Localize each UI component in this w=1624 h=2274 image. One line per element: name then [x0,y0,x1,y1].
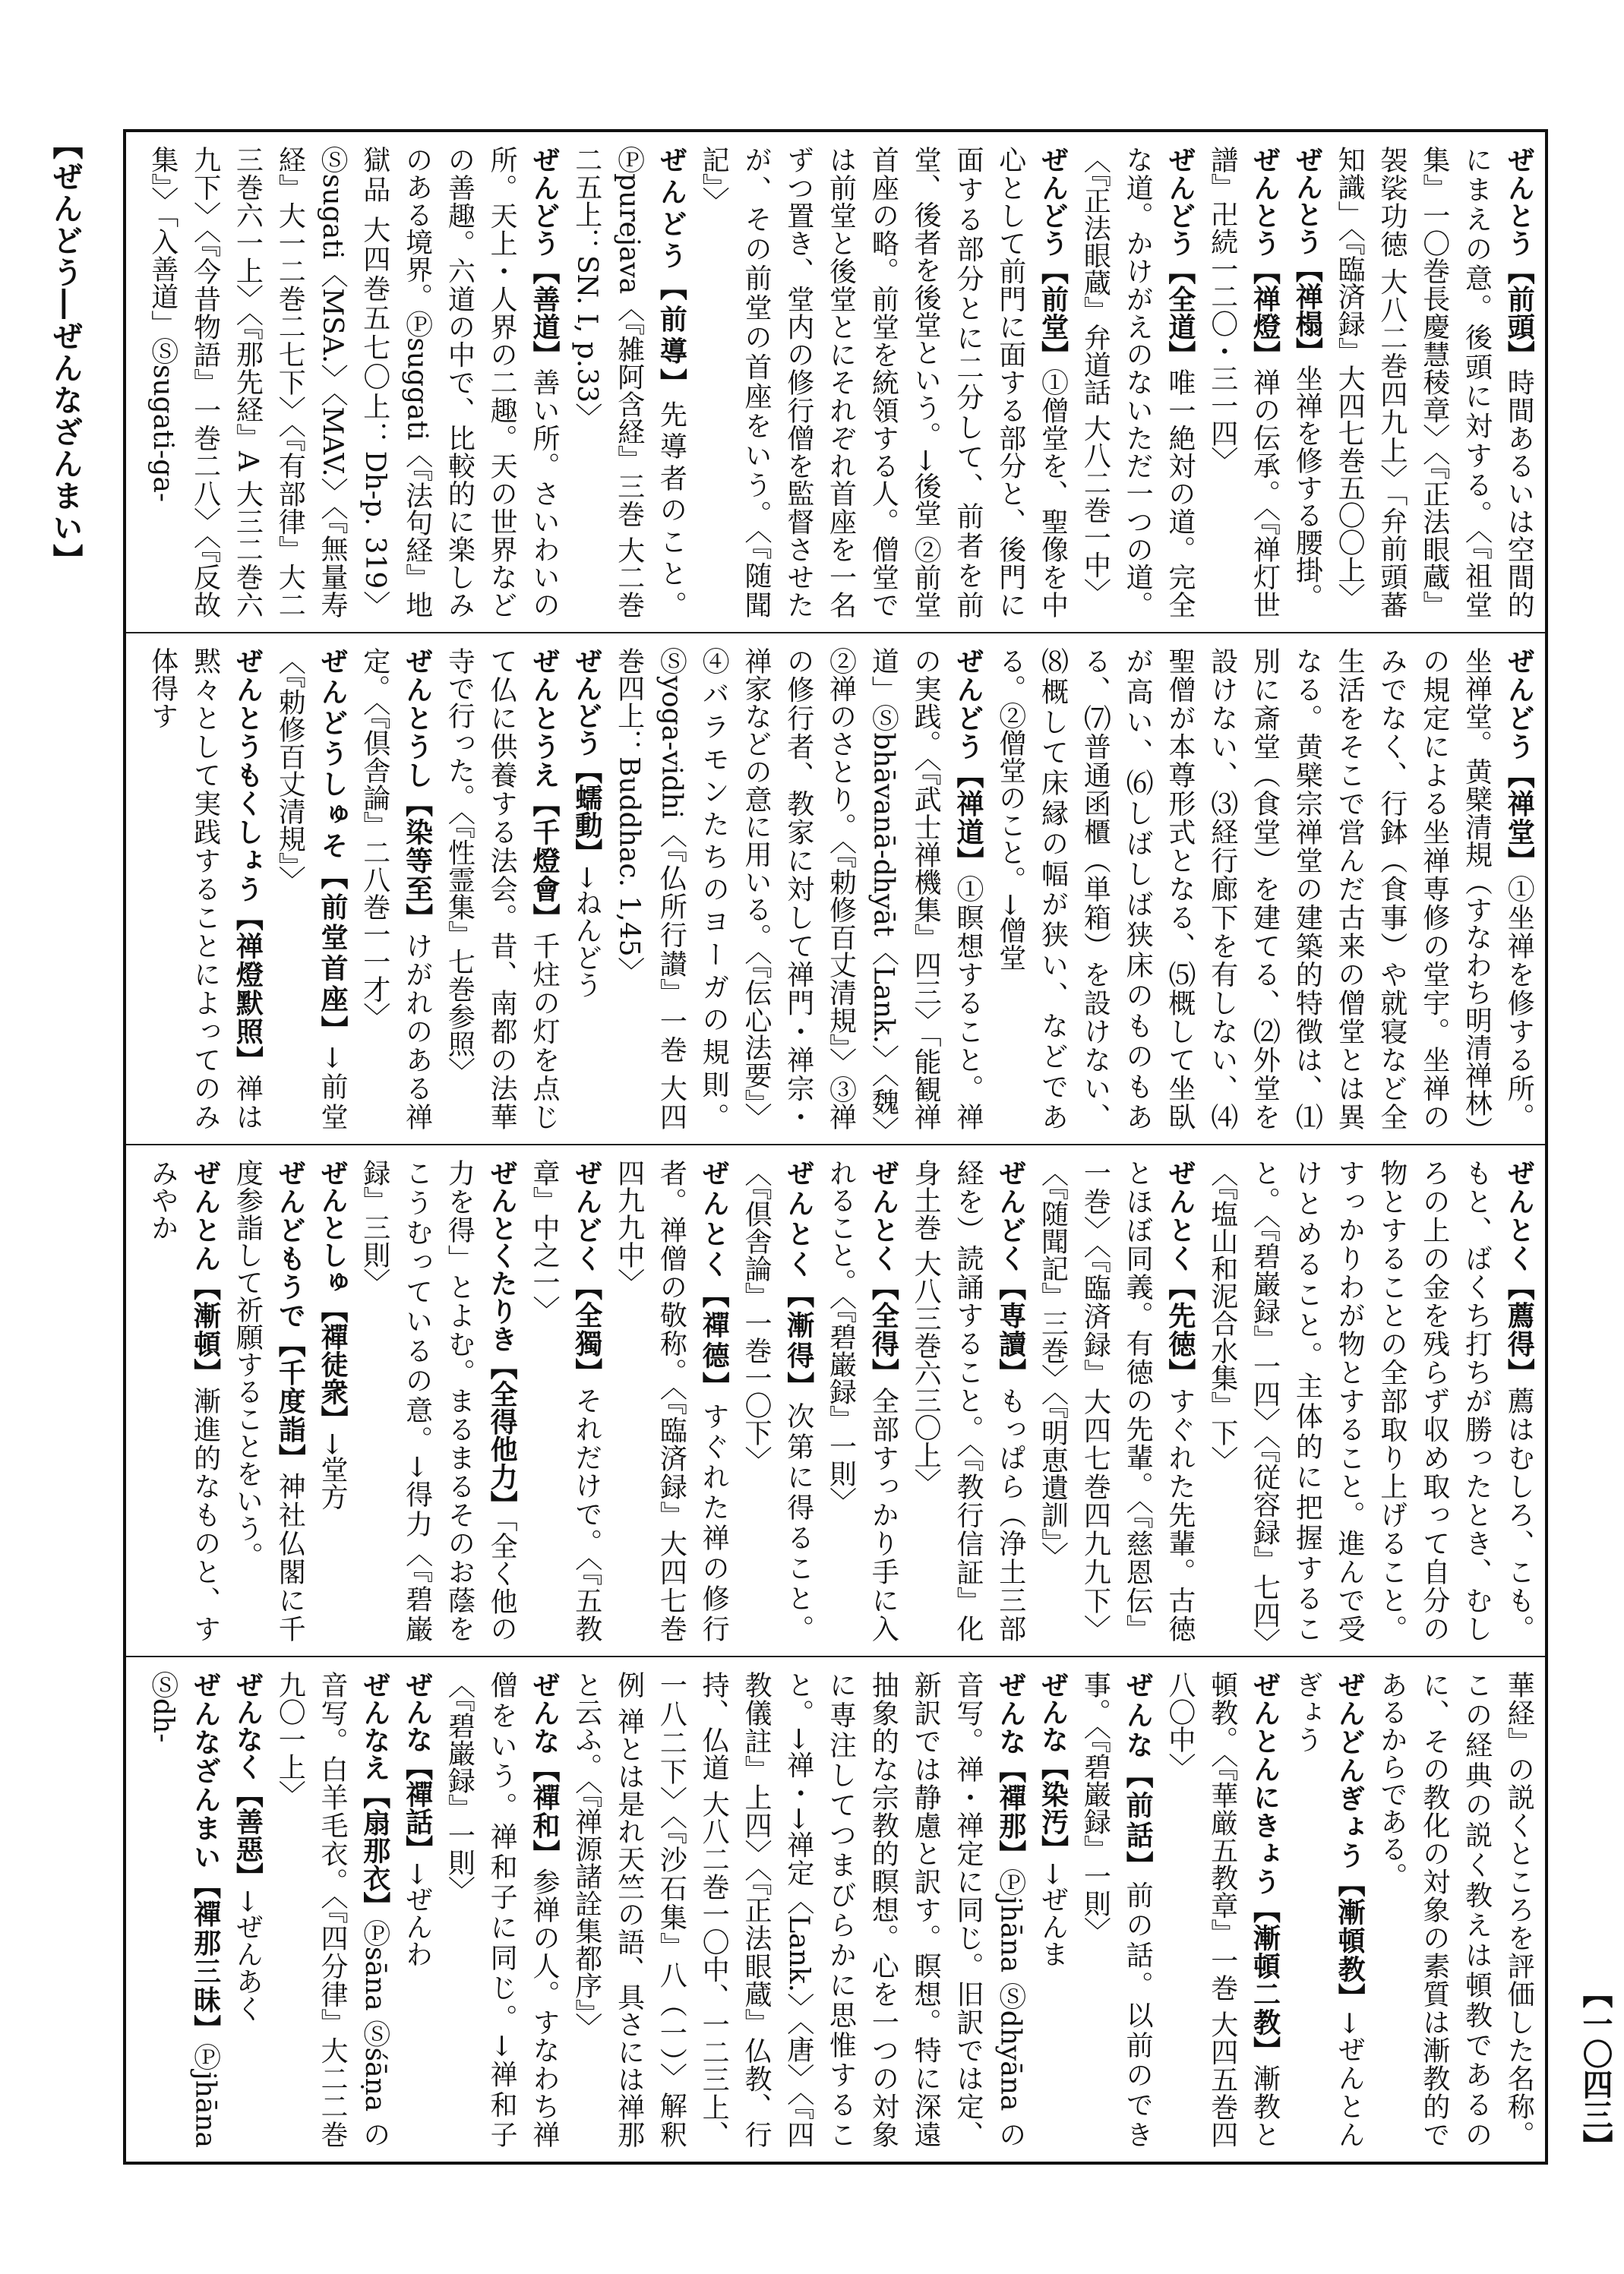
band-inner [126,1145,1545,1656]
dictionary-entry [608,1159,735,1642]
dictionary-entry [396,1671,438,2148]
entry-headword: ぜんどう【蠕動】 [570,647,602,866]
entry-headword: ぜんどう【前堂】 [1037,146,1069,368]
entry-definition: 参禅の人。すなわち禅僧をいう。禅和子に同じ。→禅和子〈『碧巌録』一則〉 [444,1671,560,2148]
entry-headword: ぜんとく【薦得】 [1503,1159,1535,1387]
entry-definition: →ぜんわ [401,1862,433,1968]
dictionary-entry [1286,1671,1371,2148]
entry-headword: ぜんどく【専讀】 [994,1159,1026,1387]
entry-headword: ぜんどんぎょう【漸頓教】 [1334,1671,1366,2012]
dictionary-entry [226,1671,269,2148]
entry-headword: ぜんとう【禅榻】 [1291,146,1323,365]
entry-headword: ぜんとうし【染等至】 [401,647,433,932]
dictionary-entry [1158,1671,1285,2148]
page-number: 【一〇四三】 [1578,1978,1613,2160]
entry-headword: ぜんとう【禅燈】 [1249,146,1281,368]
entry-headword: ぜんな【前話】 [1122,1671,1154,1881]
entry-definition: 薦はむしろ、こも。もと、ばくち打ちが勝ったとき、むしろの上の金を残らず収め取って自分の物とすることの全部取り上げること。すっかりわが物とすること。進んで受けとめること。主体的に把握すること。〈『碧巌録』一四〉〈『従容録』七四〉〈『塩山和泥合水集』下〉 [1206,1159,1535,1642]
entry-definition: 漸教と頓教。〈『華厳五教章』一巻 大四五巻四八〇中〉 [1164,1671,1281,2148]
entry-definition: 千炷の灯を点じて仏に供養する法会。昔、南都の法華寺で行った。〈『性霊集』七巻参照〉 [444,647,560,1130]
band-inner [126,633,1545,1144]
entry-headword: ぜんとう【前頭】 [1503,146,1535,368]
dictionary-entry [692,146,1073,618]
entry-headword: ぜんとしゅ【禪徒衆】 [316,1159,348,1432]
entry-definition: Ⓟsāna Ⓢśāṇa の音写。白羊毛衣。〈『四分律』大二二巻九〇一上〉 [274,1671,390,2149]
dictionary-entry [438,1671,565,2148]
entry-headword: ぜんどう【前導】 [656,146,687,400]
entry-definition: 先導者のこと。Ⓟpurejava〈『雑阿含経』三巻 大二巻二五上：SN. I, p.33〉 [570,146,687,619]
entry-definition: ①僧堂を、聖像を中心として前門に面する部分と、後門に面する部分とに二分して、前者を前堂、後者を後堂という。→後堂 ②前堂首座の略。前堂を統領する人。僧堂では前堂と後堂とにそれぞれ首座を一名ずつ置き、堂内の修行僧を監督させたが、その前堂の首座をいう。〈『随聞記』〉 [698,146,1069,618]
entry-definition: Ⓟjhāna Ⓢdhyāna の音写。禅・禅定に同じ。旧訳では定、新訳では静慮と訳す。瞑想。特に深遠抽象的な宗教的瞑想。心を一つの対象に専注してつまびらかに思惟すること。→禅・→禅定〈Lank.〉〈唐〉〈『四教儀註』上四〉〈『正法眼蔵』仏教、行持、仏道 大八二巻一〇中、一二三上、一八二下〉〈『沙石集』八（一）〉解釈例 禅とは是れ天竺の語、具さには禅那と云ふ。〈『禅源諸詮集都序』〉 [570,1671,1026,2149]
dictionary-entry [1540,146,1545,618]
entry-headword: ぜんどう【禅堂】 [1503,647,1535,875]
entry-definition: 華経』の説くところを評価した名称。この経典の説く教えは頓教であるのに、その教化の対象の素質は漸教的であるからである。 [1376,1671,1535,2148]
entry-definition: すぐれた禅の修行者。禅僧の敬称。〈『臨済録』大四七巻四九九中〉 [613,1159,730,1642]
entry-headword: ぜんなく【善惡】 [232,1671,264,1890]
entry-definition: 時間あるいは空間的にまえの意。後頭に対する。〈『祖堂集』一〇巻長慶慧稜章〉〈『正法眼蔵』袈裟功徳 大八二巻四九上〉「弁前頭蕃知識」〈『臨済録』大四七巻五〇〇上〉 [1334,146,1535,618]
dictionary-entry [565,146,692,618]
entry-definition: 唯一絶対の道。完全な道。かけがえのないただ一つの道。〈『正法眼蔵』弁道話 大八二巻一中〉 [1079,146,1196,618]
entry-definition: →ぜんま [1037,1862,1069,1968]
dictionary-entry [226,1159,311,1642]
entry-definition: 神社仏閣に千度参詣して祈願することをいう。 [232,1159,306,1642]
entry-headword: ぜんとく【漸得】 [782,1159,814,1402]
entry-definition: 漸進的なものと、すみやか [147,1159,221,1642]
entry-headword: ぜんとんにきょう【漸頓二教】 [1249,1671,1281,2064]
entry-headword: ぜんとん【漸頓】 [189,1159,221,1387]
text-band-2 [126,632,1545,1144]
dictionary-entry [353,647,438,1130]
dictionary-entry [1286,146,1329,618]
entry-headword: ぜんどう【禅道】 [952,647,984,875]
dictionary-entry [1032,1671,1074,2148]
band-inner [126,132,1545,632]
dictionary-entry [141,1159,226,1642]
dictionary-entry [1540,647,1545,1130]
entry-definition: →ぜんあく [232,1890,264,2023]
entry-definition: ①坐禅を修する所。坐禅堂。黄檗清規（すなわち明清禅林）の規定による坐禅専修の堂宇。坐禅のみでなく、行鉢（食事）や就寝など全生活をそこで営んだ古来の僧堂とは異なる。黄檗宗禅堂の建築的特徴は、⑴別に斎堂（食堂）を建てる、⑵外堂を設けない、⑶経行廊下を有しない、⑷聖僧が本尊形式となる、⑸概して坐臥が高い、⑹しばしば狭床のものもある、⑺普通函櫃（単箱）を設けない、⑻概して床縁の幅が狭い、などである。②僧堂のこと。→僧堂 [994,647,1535,1130]
entry-definition: 坐禅を修する腰掛。 [1291,365,1323,611]
entry-headword: ぜんな【禪那】 [994,1671,1026,1868]
dictionary-entry [1074,1671,1159,2148]
text-band-1 [126,132,1545,632]
entry-definition: もっぱら（浄土三部経を）読誦すること。〈『教行信証』化身土巻 大八三巻六三〇上〉 [910,1159,1026,1642]
dictionary-entry [1370,1671,1545,2148]
entry-definition: 次第に得ること。〈『倶舎論』一巻一〇下〉 [740,1159,814,1642]
entry-headword: ぜんな【禪話】 [401,1671,433,1862]
dictionary-entry [904,1159,1031,1642]
dictionary-entry [523,1159,608,1642]
dictionary-page-frame [123,129,1548,2165]
entry-headword: ぜんなざんまい【禪那三昧】 [189,1671,221,2043]
dictionary-entry [268,647,353,1130]
dictionary-entry [1201,146,1286,618]
dictionary-entry [1074,146,1201,618]
entry-headword: ぜんな【染汚】 [1037,1671,1069,1862]
dictionary-entry [735,1159,820,1642]
dictionary-entry [438,647,565,1130]
dictionary-entry [141,146,565,618]
entry-headword: ぜんとく【禪德】 [698,1159,730,1402]
entry-definition: 禅は黙々として実践することによってのみ体得す [147,647,264,1130]
entry-headword: ぜんなえ【扇那衣】 [359,1671,390,1919]
entry-definition: →ぜんとんぎょう [1291,1671,1366,2148]
dictionary-entry [1201,1159,1540,1642]
entry-headword: ぜんな【禪和】 [528,1671,560,1868]
entry-definition: 前の話。以前のでき事。〈『碧巌録』一則〉 [1079,1671,1154,2149]
dictionary-entry [353,1159,523,1642]
entry-headword: ぜんどう【全道】 [1164,146,1196,368]
text-band-3 [126,1144,1545,1656]
entry-definition: Ⓟjhāna Ⓢdh- [147,1671,221,2148]
text-band-4 [126,1656,1545,2162]
entry-definition: すぐれた先輩。古徳とほぼ同義。有徳の先輩。〈『慈恩伝』一巻〉〈『臨済録』大四七巻四九九下〉〈『随聞記』三巻〉〈『明恵遺訓』〉 [1037,1159,1196,1642]
entry-headword: ぜんとうもくしょう【禅燈默照】 [232,647,264,1075]
dictionary-entry [1328,146,1540,618]
entry-headword: ぜんとくたりき【全得他力】 [486,1159,518,1518]
entry-definition: →前堂〈『勅修百丈清規』〉 [274,647,348,1131]
dictionary-entry [608,647,989,1130]
entry-definition: →堂方 [316,1432,348,1511]
dictionary-entry [311,1159,353,1642]
dictionary-entry [565,1671,1032,2148]
band-inner [126,1657,1545,2162]
entry-definition: ①瞑想すること。禅の実践。〈『武士禅機集』四三〉「能観禅道」Ⓢbhāvanā-dhyāt〈Lank.〉〈魏〉②禅のさとり。〈『勅修百丈清規』〉③禅の修行者、教家に対して禅門・禅宗・禅家などの意に用いる。〈『伝心法要』〉④バラモンたちのヨーガの規則。Ⓢyoga-vidhi〈『仏所行讃』一巻 大四巻四上：Buddhac. 1,45〉 [613,647,984,1130]
running-head: 【ぜんどう―ぜんなざんまい】 [48,129,84,576]
dictionary-entry [141,647,268,1130]
entry-definition: 「全く他の力を得」とよむ。まるまるそのお蔭をこうむっているの意。→得力〈『碧巌録』三則〉 [359,1159,518,1643]
entry-headword: ぜんどうしゅそ【前堂首座】 [316,647,348,1047]
dictionary-entry [1032,1159,1201,1642]
entry-headword: ぜんどもうで【千度詣】 [274,1159,306,1473]
entry-headword: ぜんとく【先徳】 [1164,1159,1196,1387]
entry-headword: ぜんどく【全獨】 [570,1159,602,1387]
entry-definition: それだけで。〈『五教章』中之一〉 [528,1159,602,1643]
entry-headword: ぜんとうえ【千燈會】 [528,647,560,932]
entry-definition: けがれのある禅定。〈『倶舎論』二八巻一一才〉 [359,647,433,1130]
entry-headword: ぜんどう【善道】 [528,146,560,368]
dictionary-entry [268,1671,395,2148]
entry-definition: →ねんどう [570,866,602,999]
entry-definition: 禅の伝承。〈『禅灯世譜』卍続一二〇・三一四〉 [1206,146,1281,619]
dictionary-entry [141,1671,226,2148]
dictionary-entry [1540,1159,1545,1642]
entry-definition: 善い所。さいわいの所。天上・人界の二趣。天の世界などの善趣。六道の中で、比較的に楽しみのある境界。Ⓟsuggati〈『法句経』地獄品 大四巻五七〇上：Dh-p. 319〉Ⓢsugati〈MSA.〉〈MAV.〉〈『無量寿経』大一二巻二七下〉〈『有部律』大二三巻六一上〉〈『那先経』A 大三二巻六九下〉〈『今昔物語』一巻二八〉〈『反故集』〉「入善道」Ⓢsugati-ga- [147,146,560,618]
entry-definition: 全部すっかり手に入れること。〈『碧巌録』一則〉 [825,1159,899,1642]
entry-headword: ぜんとく【全得】 [867,1159,899,1387]
dictionary-entry [820,1159,905,1642]
dictionary-entry [565,647,608,1130]
dictionary-entry [989,647,1540,1130]
